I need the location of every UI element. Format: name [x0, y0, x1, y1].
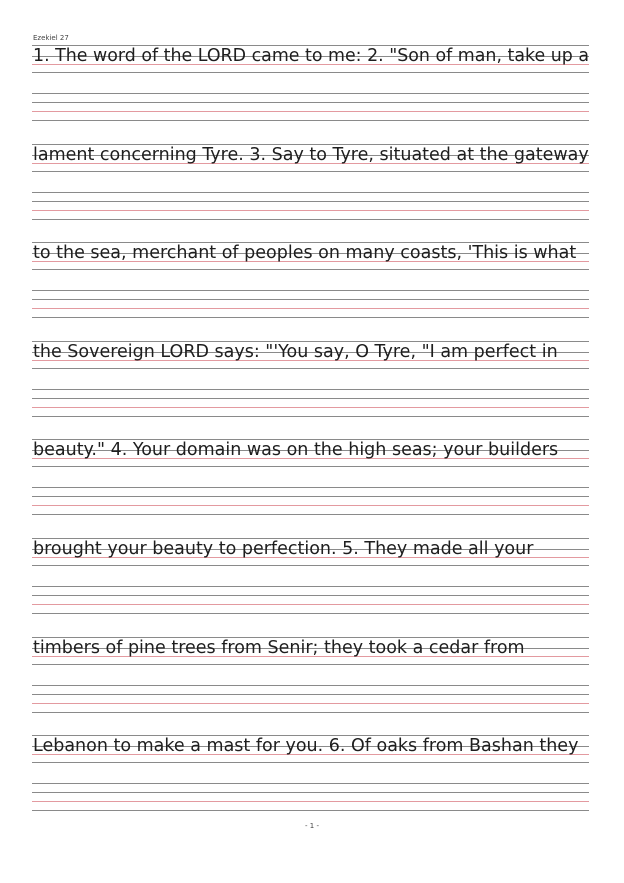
guide-line-gray	[32, 299, 589, 300]
guide-line-gray	[32, 317, 589, 318]
guide-line-gray	[32, 290, 589, 291]
guide-line-gray	[32, 72, 589, 73]
scripture-line-text: brought your beauty to perfection. 5. They made all your	[33, 539, 534, 559]
guide-line-gray	[32, 398, 589, 399]
page-header-title: Ezekiel 27	[33, 34, 69, 42]
guide-line-gray	[32, 762, 589, 763]
guide-line-gray	[32, 586, 589, 587]
guide-line-red	[32, 210, 589, 211]
guide-line-gray	[32, 613, 589, 614]
scripture-line-text: lament concerning Tyre. 3. Say to Tyre, situated at the gateway	[33, 144, 589, 165]
guide-line-gray	[32, 192, 589, 193]
guide-line-red	[32, 505, 589, 506]
guide-line-gray	[32, 565, 589, 566]
practice-line-block	[32, 341, 589, 439]
guide-line-gray	[32, 219, 589, 220]
guide-line-gray	[32, 514, 589, 515]
guide-line-gray	[32, 595, 589, 596]
guide-line-gray	[32, 466, 589, 467]
practice-line-block	[32, 144, 589, 242]
guide-line-gray	[32, 487, 589, 488]
guide-line-gray	[32, 120, 589, 121]
guide-line-gray	[32, 810, 589, 811]
practice-line-block	[32, 439, 589, 537]
guide-line-gray	[32, 685, 589, 686]
guide-line-gray	[32, 171, 589, 172]
practice-line-block	[32, 637, 589, 735]
practice-line-block	[32, 735, 589, 833]
guide-line-gray	[32, 712, 589, 713]
guide-line-red	[32, 407, 589, 408]
guide-line-gray	[32, 792, 589, 793]
scripture-line-text: Lebanon to make a mast for you. 6. Of oaks from Bashan they	[33, 736, 579, 757]
guide-line-gray	[32, 783, 589, 784]
practice-line-block	[32, 242, 589, 340]
scripture-line-text: 1. The word of the LORD came to me: 2. "Son of man, take up a	[33, 46, 589, 66]
guide-line-gray	[32, 389, 589, 390]
guide-line-gray	[32, 269, 589, 270]
guide-line-gray	[32, 496, 589, 497]
scripture-line-text: the Sovereign LORD says: "'You say, O Tyre, "I am perfect in	[33, 341, 558, 362]
scripture-line-text: timbers of pine trees from Senir; they took a cedar from	[33, 637, 525, 658]
practice-line-block	[32, 538, 589, 636]
guide-line-red	[32, 308, 589, 309]
page-number: - 1 -	[305, 822, 319, 830]
guide-line-gray	[32, 664, 589, 665]
guide-line-red	[32, 703, 589, 704]
practice-line-block	[32, 45, 589, 143]
guide-line-gray	[32, 102, 589, 103]
guide-line-gray	[32, 201, 589, 202]
scripture-line-text: to the sea, merchant of peoples on many coasts, 'This is what	[33, 243, 577, 264]
guide-line-gray	[32, 416, 589, 417]
guide-line-red	[32, 604, 589, 605]
guide-line-gray	[32, 368, 589, 369]
guide-line-red	[32, 111, 589, 112]
guide-line-red	[32, 801, 589, 802]
scripture-line-text: beauty." 4. Your domain was on the high seas; your builders	[33, 440, 559, 461]
guide-line-gray	[32, 93, 589, 94]
guide-line-gray	[32, 694, 589, 695]
